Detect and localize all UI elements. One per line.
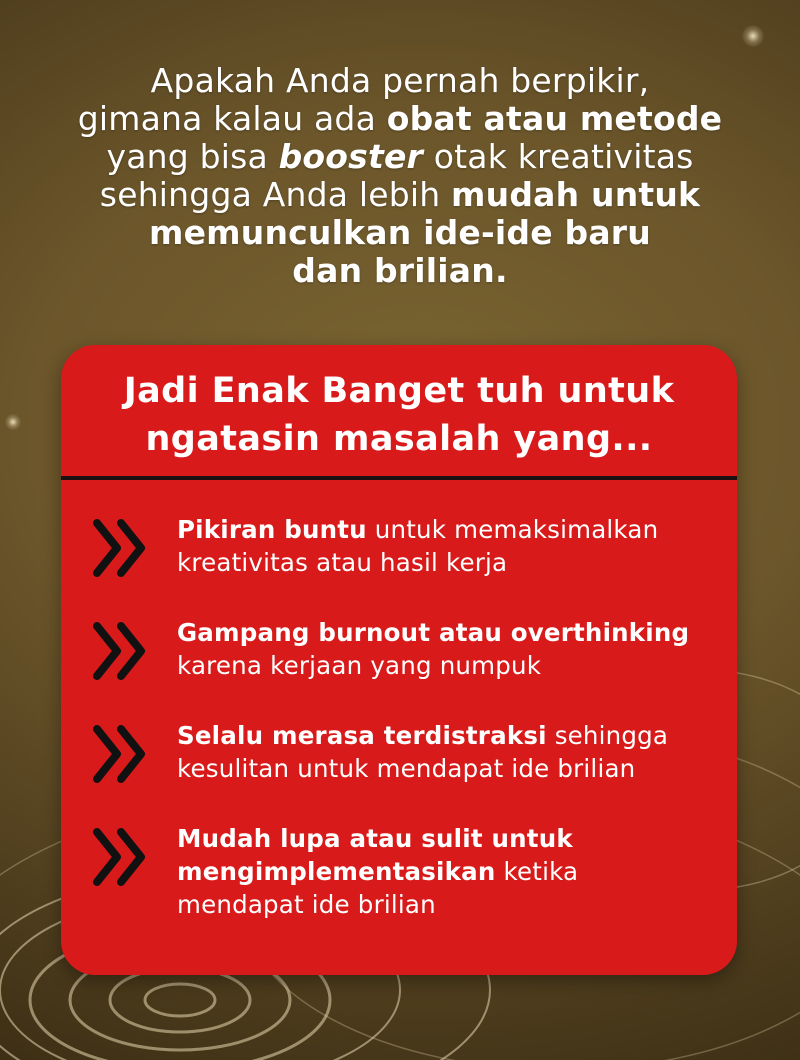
list-item-text [177, 616, 727, 682]
intro-text: yang bisa [106, 137, 279, 176]
intro-emphasis: mudah untuk [451, 175, 701, 214]
sparkle-dot [5, 414, 21, 430]
list-item-text [177, 719, 727, 785]
intro-text: gimana kalau ada [77, 99, 387, 138]
intro-line-3 [60, 138, 740, 176]
intro-line-4 [60, 176, 740, 214]
item-emphasis: Gampang burnout atau overthinking [177, 618, 690, 647]
list-item-text [177, 513, 727, 579]
problems-card [61, 345, 737, 975]
item-emphasis: Mudah lupa atau sulit untuk [177, 824, 573, 853]
item-text: karena kerjaan yang numpuk [177, 651, 542, 680]
list-item [61, 822, 737, 942]
intro-line-5 [60, 214, 740, 252]
intro-text: Apakah Anda pernah berpikir, [150, 61, 650, 100]
double-chevron-right-icon [91, 824, 151, 890]
item-text: untuk memaksimalkan [366, 515, 659, 544]
list-item [61, 513, 737, 616]
item-text: mendapat ide brilian [177, 890, 436, 919]
list-item [61, 719, 737, 822]
intro-line-2 [60, 100, 740, 138]
intro-paragraph [60, 62, 740, 290]
intro-emphasis: memunculkan ide-ide baru [149, 213, 651, 252]
item-emphasis: mengimplementasikan [177, 857, 496, 886]
card-title-line-1: Jadi Enak Banget tuh untuk [123, 371, 675, 411]
item-text: kesulitan untuk mendapat ide brilian [177, 754, 636, 783]
intro-text: otak kreativitas [423, 137, 694, 176]
card-title-line-2: ngatasin masalah yang... [145, 419, 653, 459]
double-chevron-right-icon [91, 618, 151, 684]
intro-line-1 [60, 62, 740, 100]
sparkle-dot [742, 25, 764, 47]
intro-text: sehingga Anda lebih [99, 175, 452, 214]
intro-line-6 [60, 252, 740, 290]
double-chevron-right-icon [91, 721, 151, 787]
item-text: ketika [495, 857, 579, 886]
intro-emphasis: dan brilian. [292, 251, 508, 290]
card-divider [61, 476, 737, 480]
intro-emphasis: booster [278, 137, 424, 176]
item-text: sehingga [546, 721, 669, 750]
card-title [61, 367, 737, 463]
item-emphasis: Pikiran buntu [177, 515, 367, 544]
list-item-text [177, 822, 727, 921]
item-text: kreativitas atau hasil kerja [177, 548, 508, 577]
intro-emphasis: obat atau metode [386, 99, 723, 138]
list-item [61, 616, 737, 719]
problem-list [61, 513, 737, 942]
double-chevron-right-icon [91, 515, 151, 581]
item-emphasis: Selalu merasa terdistraksi [177, 721, 547, 750]
